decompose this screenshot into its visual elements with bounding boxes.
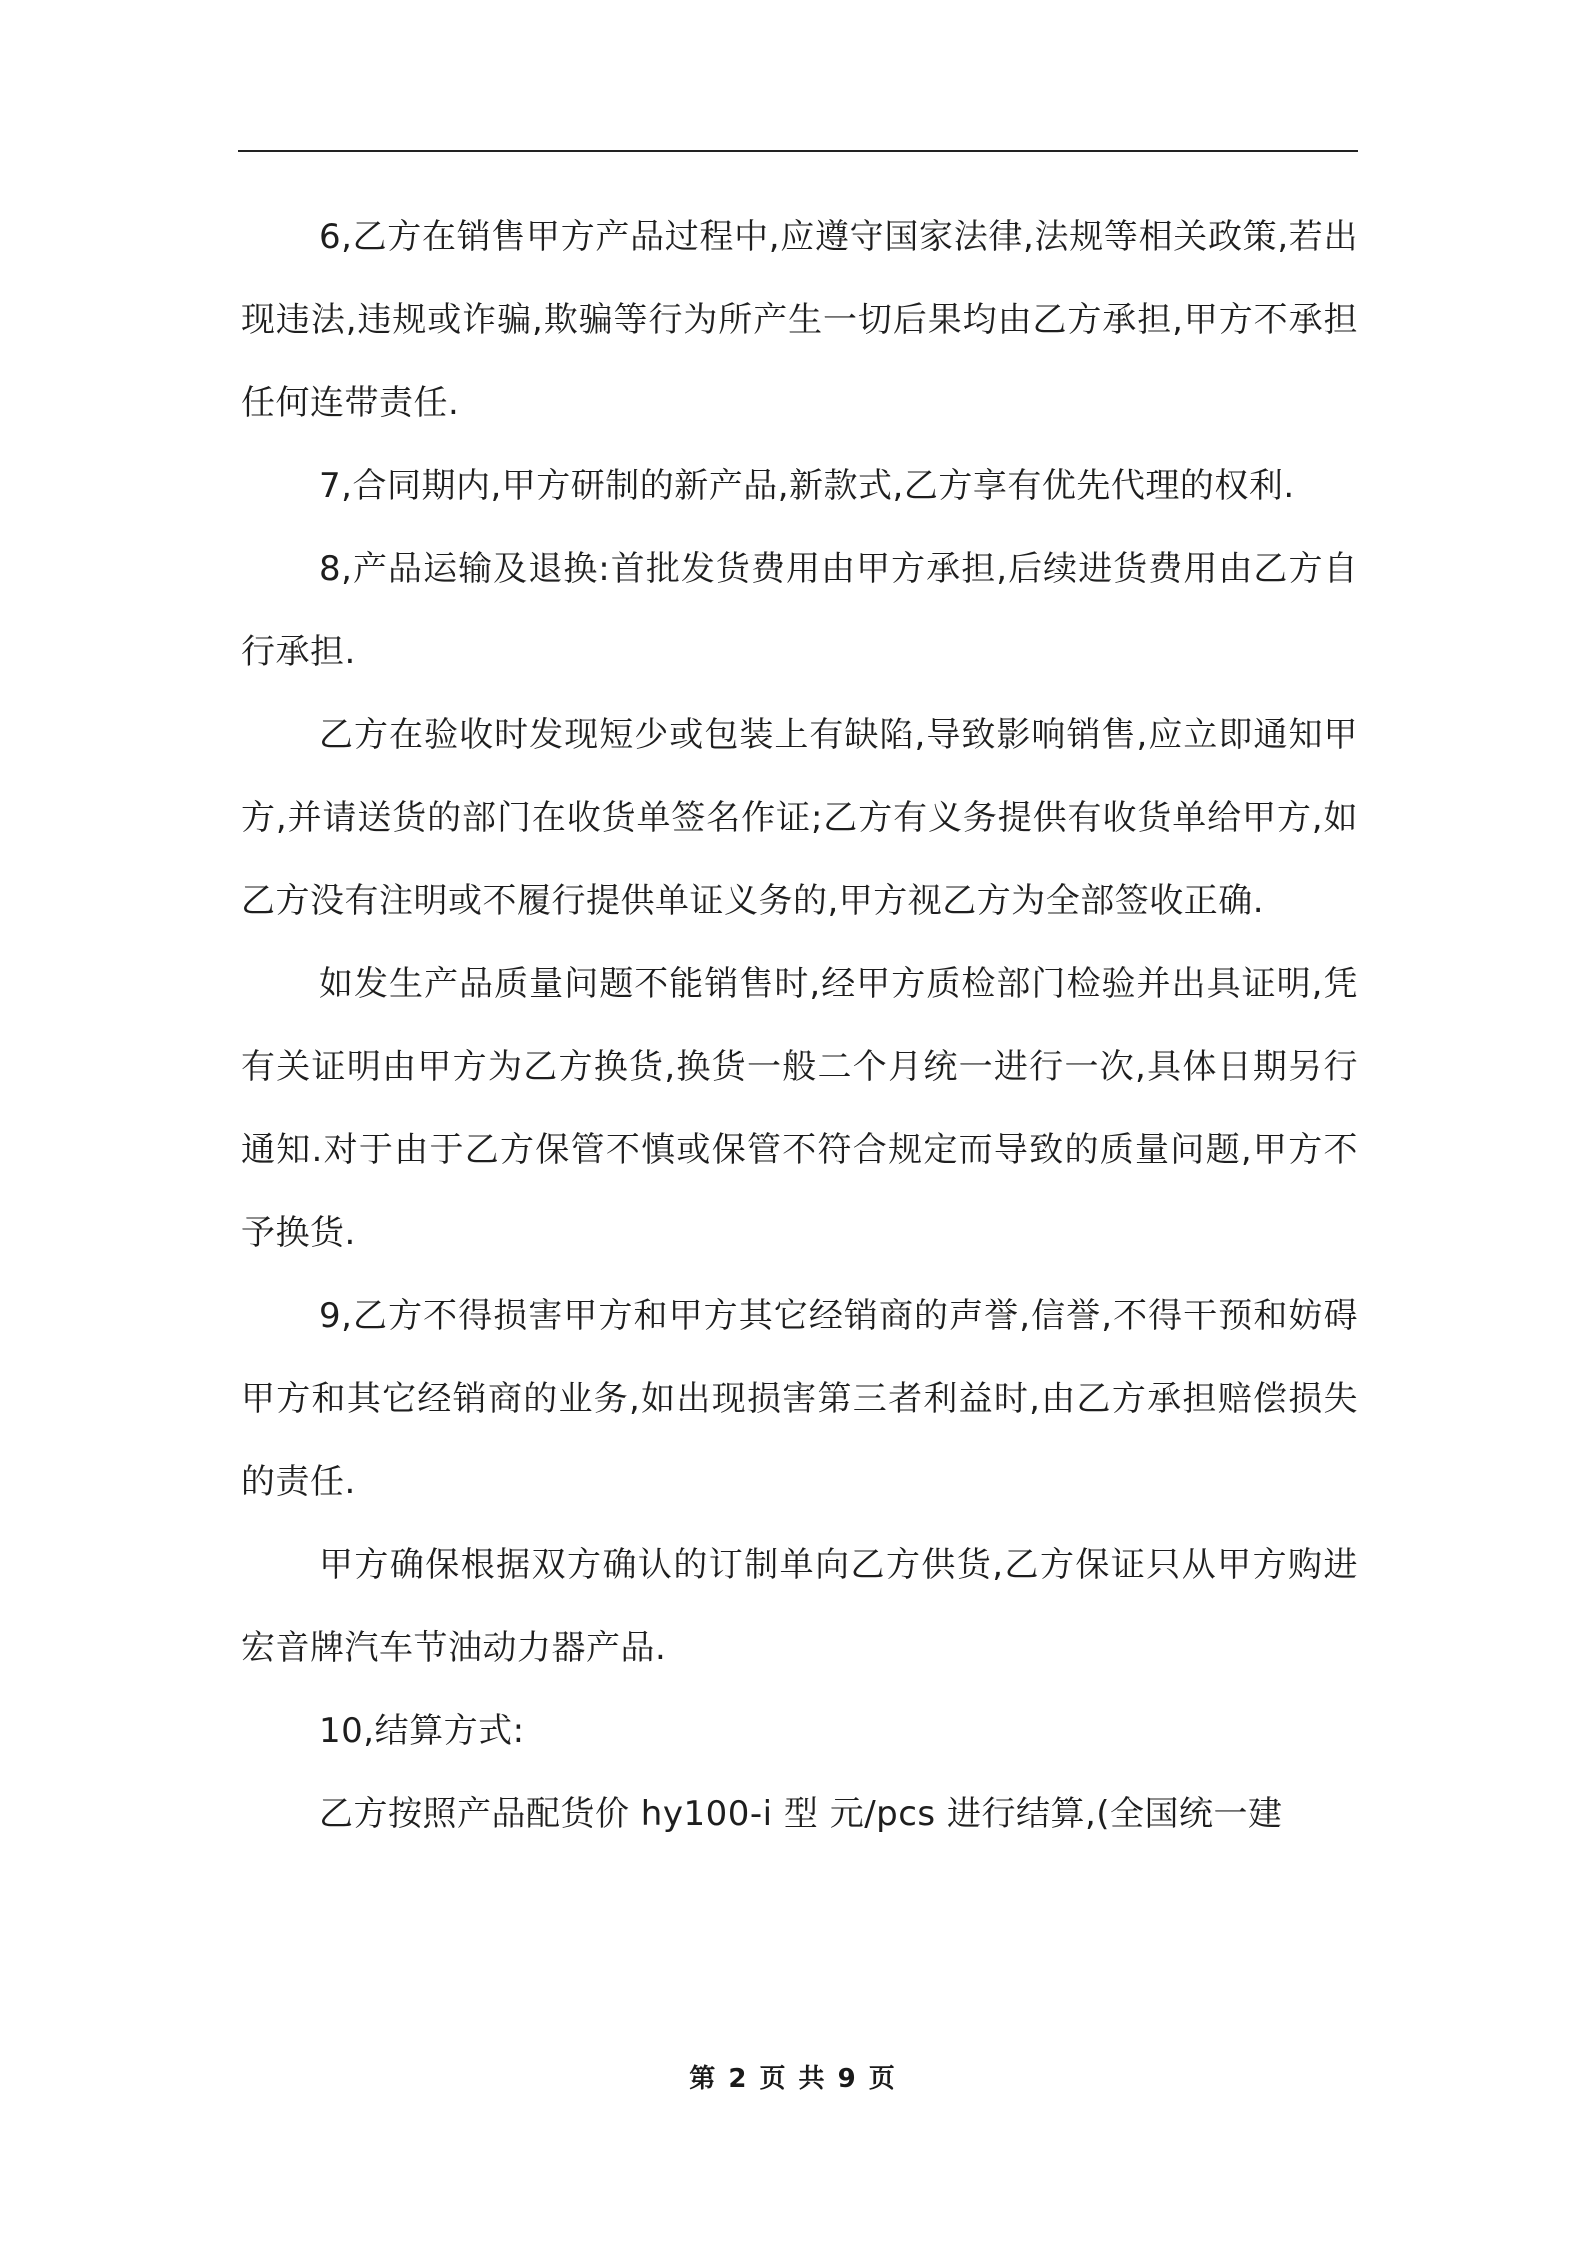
paragraph-quality-exchange: 如发生产品质量问题不能销售时,经甲方质检部门检验并出具证明,凭有关证明由甲方为乙方换货,换货一般二个月统一进行一次,具体日期另行通知.对于由于乙方保管不慎或保管不符合规定而导致的质量问题,甲方不予换货. xyxy=(241,964,1358,1253)
paragraph-settlement: 乙方按照产品配货价 hy100-i 型 元/pcs 进行结算,(全国统一建 xyxy=(319,1794,1283,1834)
paragraph-inspection: 乙方在验收时发现短少或包装上有缺陷,导致影响销售,应立即通知甲方,并请送货的部门在收货单签名作证;乙方有义务提供有收货单给甲方,如乙方没有注明或不履行提供单证义务的,甲方视乙方为全部签收正确. xyxy=(241,715,1358,921)
paragraph-supply-guarantee: 甲方确保根据双方确认的订制单向乙方供货,乙方保证只从甲方购进宏音牌汽车节油动力器产品. xyxy=(241,1545,1358,1668)
header-divider xyxy=(238,150,1358,152)
paragraph-clause-7: 7,合同期内,甲方研制的新产品,新款式,乙方享有优先代理的权利. xyxy=(319,466,1295,506)
paragraph-clause-9: 9,乙方不得损害甲方和甲方其它经销商的声誉,信誉,不得干预和妨碍甲方和其它经销商的业务,如出现损害第三者利益时,由乙方承担赔偿损失的责任. xyxy=(241,1296,1358,1502)
paragraph-clause-10-heading: 10,结算方式: xyxy=(319,1711,525,1751)
page-number: 第 2 页 共 9 页 xyxy=(689,2064,897,2094)
paragraph-clause-8: 8,产品运输及退换:首批发货费用由甲方承担,后续进货费用由乙方自行承担. xyxy=(241,549,1358,672)
paragraph-clause-6: 6,乙方在销售甲方产品过程中,应遵守国家法律,法规等相关政策,若出现违法,违规或诈骗,欺骗等行为所产生一切后果均由乙方承担,甲方不承担任何连带责任. xyxy=(241,217,1358,423)
document-body xyxy=(241,196,1358,1856)
